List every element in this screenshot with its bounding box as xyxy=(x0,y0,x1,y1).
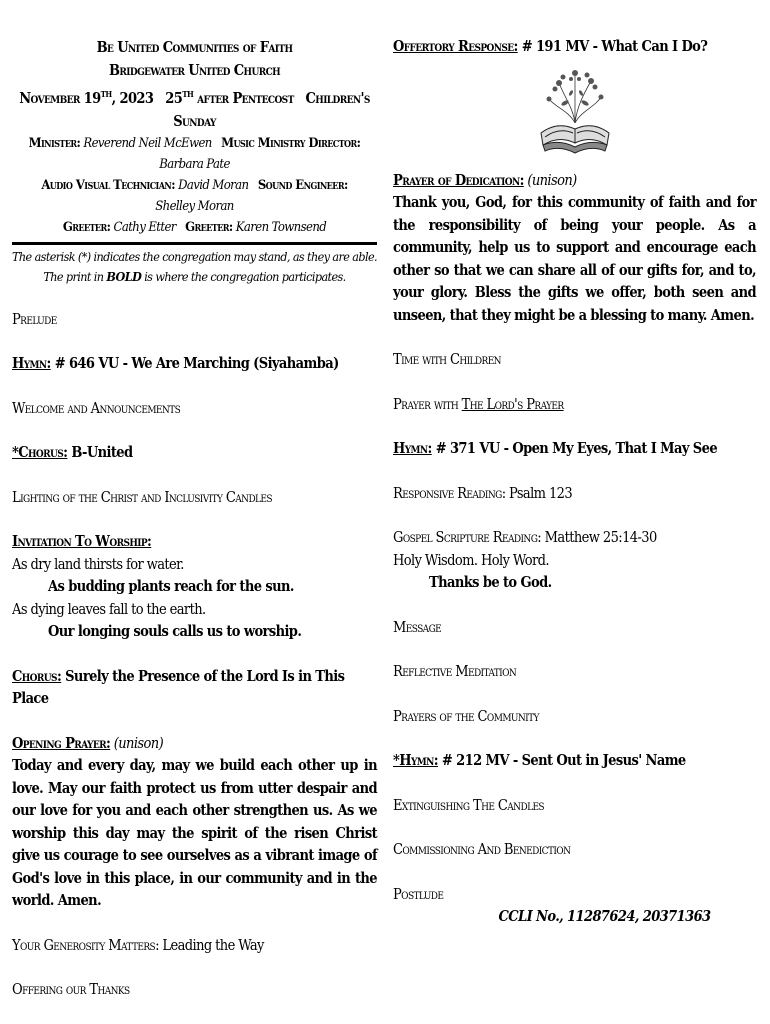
greeter-name-2: Karen Townsend xyxy=(235,219,327,235)
hymn-371 xyxy=(393,438,756,461)
gospel-reading xyxy=(393,527,756,595)
holy-wisdom: Holy Wisdom. Holy Word. xyxy=(393,552,549,569)
hymn-212 xyxy=(393,750,756,773)
date-sup: th xyxy=(100,86,112,100)
greeter-name-1: Cathy Etter xyxy=(113,219,176,235)
note-line-2 xyxy=(12,267,377,287)
childrens: Children's xyxy=(305,89,370,107)
left-column xyxy=(12,36,377,1002)
music-role: Music Ministry Director: xyxy=(221,135,361,151)
sound-role: Sound Engineer: xyxy=(257,177,348,193)
postlude: Postlude xyxy=(393,886,444,903)
responsive-label: Responsive Reading xyxy=(393,485,502,502)
invitation-response-2: Our longing souls calls us to worship. xyxy=(48,623,302,641)
av-name: David Moran xyxy=(178,177,249,193)
header-sunday: Sunday xyxy=(173,112,216,130)
staff-list xyxy=(12,133,377,238)
responsive-reading xyxy=(393,483,756,506)
pentecost-text: after Pentecost xyxy=(197,89,294,107)
chorus2-label: Chorus: xyxy=(12,667,62,685)
dedication-label: Prayer of Dedication: xyxy=(393,171,524,189)
opening-label: Opening Prayer: xyxy=(12,734,111,752)
gospel-text: : Matthew 25:14-30 xyxy=(537,530,657,546)
chorus2-text: Surely the Presence of the Lord Is in This Place xyxy=(12,667,345,708)
message: Message xyxy=(393,619,442,636)
greeter-role-1: Greeter: xyxy=(62,219,111,235)
hymn3-text: # 212 MV - Sent Out in Jesus' Name xyxy=(437,752,686,769)
right-column xyxy=(393,36,756,929)
date: November 19 xyxy=(19,89,101,107)
av-role: Audio Visual Technician: xyxy=(41,177,175,193)
thanks-be-to-god: Thanks be to God. xyxy=(429,574,552,591)
chorus-b-united xyxy=(12,442,377,465)
minister-role: Minister: xyxy=(28,135,81,151)
lighting-candles: Lighting of the Christ and Inclusivity Candles xyxy=(12,489,272,506)
extinguishing-candles: Extinguishing The Candles xyxy=(393,797,544,814)
generosity xyxy=(12,935,377,958)
opening-unison: (unison) xyxy=(110,735,164,752)
date-year: , 2023 xyxy=(111,89,154,107)
lords-prayer-text: The Lord's Prayer xyxy=(461,396,564,413)
dedication-text: Thank you, God, for this community of faith and for the responsibility of being your people. As a community, help us to support and encourage each other so that we can share all of our gifts for, and to, your glory. Bless the gifts we offer, both seen and unseen, that they might be a blessing to many. Amen. xyxy=(393,194,756,324)
gospel-label: Gospel Scripture Reading xyxy=(393,530,538,546)
note-line-1: The asterisk (*) indicates the congregation may stand, as they are able. xyxy=(12,248,378,264)
prelude: Prelude xyxy=(12,311,57,328)
participation-note xyxy=(12,247,377,287)
lords-prayer xyxy=(393,394,756,417)
sound-name: Shelley Moran xyxy=(155,198,234,214)
note-pre: The print in xyxy=(43,268,107,284)
reflective-meditation: Reflective Meditation xyxy=(393,664,517,680)
opening-prayer xyxy=(12,733,377,913)
ccli-number: CCLI No., 11287624, 20371363 xyxy=(498,908,711,925)
divider-rule xyxy=(12,242,377,245)
dedication-unison: (unison) xyxy=(523,172,577,189)
generosity-label: Your Generosity Matters xyxy=(12,937,156,954)
header-title-1: Be United Communities of Faith xyxy=(96,39,293,56)
greeter-role-2: Greeter: xyxy=(185,219,233,235)
invitation-leader-1: As dry land thirsts for water. xyxy=(12,556,184,573)
hymn2-label: Hymn: xyxy=(393,440,432,457)
chorus-presence xyxy=(12,666,377,711)
welcome: Welcome and Announcements xyxy=(12,400,181,417)
hymn-646 xyxy=(12,353,377,376)
prayer-with: Prayer with xyxy=(393,396,462,413)
bulletin-header xyxy=(12,36,377,133)
invitation-label: Invitation To Worship: xyxy=(12,533,152,551)
offertory-response xyxy=(393,36,756,59)
header-title-2: Bridgewater United Church xyxy=(108,62,281,79)
invitation-response-1: As budding plants reach for the sun. xyxy=(48,578,294,596)
note-bold: BOLD xyxy=(106,268,142,284)
prayer-of-dedication xyxy=(393,170,756,328)
invitation-leader-2: As dying leaves fall to the earth. xyxy=(12,601,206,618)
hymn-text: # 646 VU - We Are Marching (Siyahamba) xyxy=(50,355,339,373)
pentecost-sup: th xyxy=(182,86,194,100)
hymn3-label: *Hymn: xyxy=(393,752,438,769)
open-book-with-flowers-icon xyxy=(535,63,615,158)
chorus-text: B-United xyxy=(67,444,133,462)
prayers-of-community: Prayers of the Community xyxy=(393,708,539,725)
offertory-label: Offertory Response: xyxy=(393,38,518,55)
music-name: Barbara Pate xyxy=(159,156,230,172)
responsive-text: : Psalm 123 xyxy=(501,485,573,502)
time-with-children: Time with Children xyxy=(393,352,501,368)
hymn-label: Hymn: xyxy=(12,355,51,373)
offertory-text: # 191 MV - What Can I Do? xyxy=(517,38,708,55)
hymn2-text: # 371 VU - Open My Eyes, That I May See xyxy=(431,440,718,457)
generosity-text: : Leading the Way xyxy=(155,937,264,954)
note-post: is where the congregation participates. xyxy=(141,268,346,284)
commissioning-benediction: Commissioning And Benediction xyxy=(393,842,571,858)
invitation-to-worship xyxy=(12,531,377,644)
pentecost-number: 25 xyxy=(165,89,183,107)
minister-name: Reverend Neil McEwen xyxy=(83,135,212,151)
offering: Offering our Thanks xyxy=(12,982,130,999)
chorus-label: *Chorus: xyxy=(12,444,68,462)
header-date-line xyxy=(12,82,377,110)
opening-text: Today and every day, may we build each other up in love. May our faith protect us from utter despair and our love for you and each other strengthen us. As we worship this day may the spirit of the risen Christ give us courage to see ourselves as a vibrant image of God's love in this place, in our community and in the world. Amen. xyxy=(12,757,377,910)
book-illustration xyxy=(393,63,756,158)
